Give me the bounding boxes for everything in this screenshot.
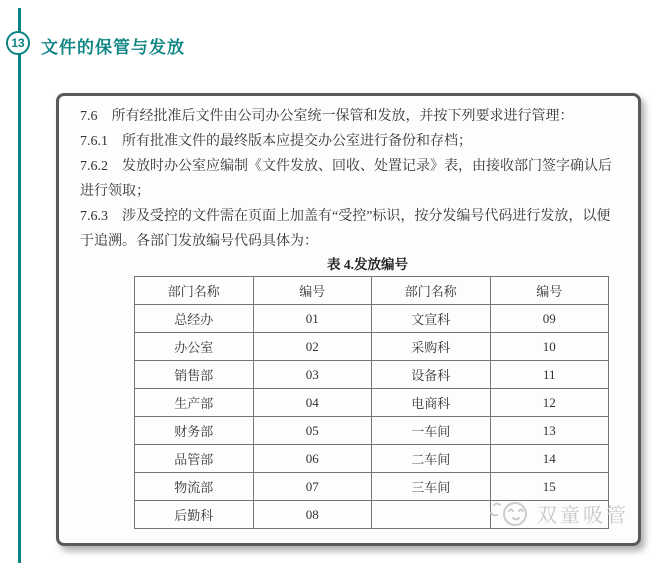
cell-dept: 办公室 [135,333,254,361]
cell-dept: 二车间 [372,445,491,473]
section-accent-line [18,8,21,563]
cell-dept: 物流部 [135,473,254,501]
column-header-dept-2: 部门名称 [372,277,491,305]
clause-7-6-2: 7.6.2 发放时办公室应编制《文件发放、回收、处置记录》表，由接收部门签字确认后进行领取； [80,159,612,199]
column-header-code-1: 编号 [253,277,372,305]
cell-dept: 总经办 [135,305,254,333]
cell-dept: 设备科 [372,361,491,389]
table-header-row [135,277,609,305]
cell-dept: 三车间 [372,473,491,501]
clause-7-6-1: 7.6.1 所有批准文件的最终版本应提交办公室进行备份和存档； [80,134,472,149]
table-row [135,445,609,473]
clause-7-6-3: 7.6.3 涉及受控的文件需在页面上加盖有“受控”标识，按分发编号代码进行发放，以便于追溯。各部门发放编号代码具体为： [80,209,611,249]
table-row [135,473,609,501]
column-header-code-2: 编号 [490,277,609,305]
cell-code: 14 [490,445,609,473]
table-caption: 表 4.发放编号 [327,257,408,272]
cell-code: 02 [253,333,372,361]
cell-code: 13 [490,417,609,445]
cell-code: 01 [253,305,372,333]
cell-dept: 电商科 [372,389,491,417]
section-number-badge: 13 [6,31,30,55]
cell-code: 15 [490,473,609,501]
cell-code: 08 [253,501,372,529]
watermark [488,498,629,528]
table-row [135,305,609,333]
cell-dept [372,501,491,529]
table-row [135,333,609,361]
table-row [135,417,609,445]
cell-dept: 财务部 [135,417,254,445]
cell-dept: 采购科 [372,333,491,361]
table-row [135,361,609,389]
cell-dept: 销售部 [135,361,254,389]
watermark-smiley-logo-icon [488,498,532,528]
clause-7-6: 7.6 所有经批准后文件由公司办公室统一保管和发放，并按下列要求进行管理： [80,109,574,124]
cell-dept: 品管部 [135,445,254,473]
cell-code: 09 [490,305,609,333]
cell-dept: 文宣科 [372,305,491,333]
column-header-dept-1: 部门名称 [135,277,254,305]
document-scan-panel [56,93,641,546]
watermark-text: 双童吸管 [537,504,629,527]
cell-dept: 生产部 [135,389,254,417]
cell-code: 04 [253,389,372,417]
cell-code: 12 [490,389,609,417]
cell-code: 11 [490,361,609,389]
distribution-code-table [134,276,609,529]
page-title: 文件的保管与发放 [41,38,185,57]
cell-dept: 后勤科 [135,501,254,529]
cell-code: 05 [253,417,372,445]
table-row [135,389,609,417]
cell-code: 06 [253,445,372,473]
cell-dept: 一车间 [372,417,491,445]
cell-code: 07 [253,473,372,501]
cell-code: 10 [490,333,609,361]
cell-code: 03 [253,361,372,389]
